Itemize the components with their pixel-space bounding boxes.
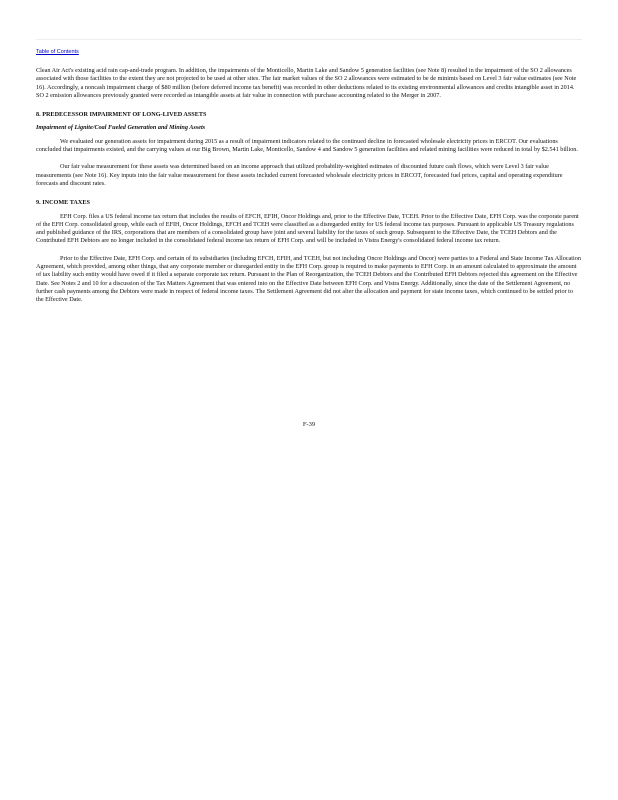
section-9-paragraph-2: Prior to the Effective Date, EFH Corp. and certain of its subsidiaries (including EFCH, EFIH, and TCEH, but not including Oncor Holdings and Oncor) were parties to a Federal and State Income Tax Allocation Agreement, which provided, among other things, that any corporate member or disregarded entity in the EFH Corp. group is required to make payments to EFH Corp. in an amount calculated to approximate the amount of tax liability such entity would have owed if it filed a separate corporate tax return. Pursuant to the Plan of Reorganization, the TCEH Debtors and the Contributed EFH Debtors rejected this agreement on the Effective Date. See Notes 2 and 10 for a discussion of the Tax Matters Agreement that was entered into on the Effective Date between EFH Corp. and Vistra Energy. Additionally, since the date of the Settlement Agreement, no further cash payments among the Debtors were made in respect of federal income taxes. The Settlement Agreement did not alter the allocation and payment for state income taxes, which continued to be settled prior to the Effective Date. xyxy=(36,254,581,304)
top-divider xyxy=(36,39,582,40)
document-body xyxy=(36,67,582,305)
section-8-heading: 8. PREDECESSOR IMPAIRMENT OF LONG-LIVED ASSETS xyxy=(36,111,207,119)
section-8-paragraph-2: Our fair value measurement for these assets was determined based on an income approach that utilized probability-weighted estimates of discounted future cash flows, which were Level 3 fair value measurements (see Note 16). Key inputs into the fair value measurement for these assets included current forecasted wholesale electricity prices in ERCOT, forecasted fuel prices, capital and operating expenditure forecasts and discount rates. xyxy=(36,163,563,187)
section-8-subheading: Impairment of Lignite/Coal Fueled Generation and Mining Assets xyxy=(36,124,206,132)
table-of-contents-link[interactable]: Table of Contents xyxy=(36,49,79,55)
intro-paragraph: Clean Air Act's existing acid rain cap-and-trade program. In addition, the impairments of the Monticello, Martin Lake and Sandow 5 generation facilities (see Note 8) resulted in the impairment of the SO 2 allowances associated with those facilities to the extent they are not projected to be used at other sites. The fair market values of the SO 2 allowances were estimated to be de minimis based on Level 3 fair value estimates (see Note 16). Accordingly, a noncash impairment charge of $80 million (before deferred income tax benefit) was recorded in other deductions related to its existing environmental allowances and credits intangible asset in 2014. SO 2 emission allowances previously granted were recorded as intangible assets at fair value in connection with purchase accounting related to the Merger in 2007. xyxy=(36,67,577,99)
section-9-heading: 9. INCOME TAXES xyxy=(36,199,90,207)
page-number: F-39 xyxy=(302,421,316,428)
section-8-paragraph-1: We evaluated our generation assets for impairment during 2015 as a result of impairment indicators related to the continued decline in forecasted wholesale electricity prices in ERCOT. Our evaluations concluded that impairments existed, and the carrying values at our Big Brown, Martin Lake, Monticello, Sandow 4 and Sandow 5 generation facilities and related mining facilities were reduced in total by $2.541 billion. xyxy=(36,137,578,154)
section-9-paragraph-1: EFH Corp. files a US federal income tax return that includes the results of EFCH, EFIH, Oncor Holdings and, prior to the Effective Date, TCEH. Prior to the Effective Date, EFH Corp. was the corporate parent of the EFH Corp. consolidated group, while each of EFIH, Oncor Holdings, EFCH and TCEH were classified as a disregarded entity for US federal income tax purposes. Pursuant to applicable US Treasury regulations and published guidance of the IRS, corporations that are members of a consolidated group have joint and several liability for the taxes of such group. Subsequent to the Effective Date, the TCEH Debtors and the Contributed EFH Debtors are no longer included in the consolidated federal income tax return of EFH Corp. and will be included in Vistra Energy's consolidated federal income tax return. xyxy=(36,212,579,245)
